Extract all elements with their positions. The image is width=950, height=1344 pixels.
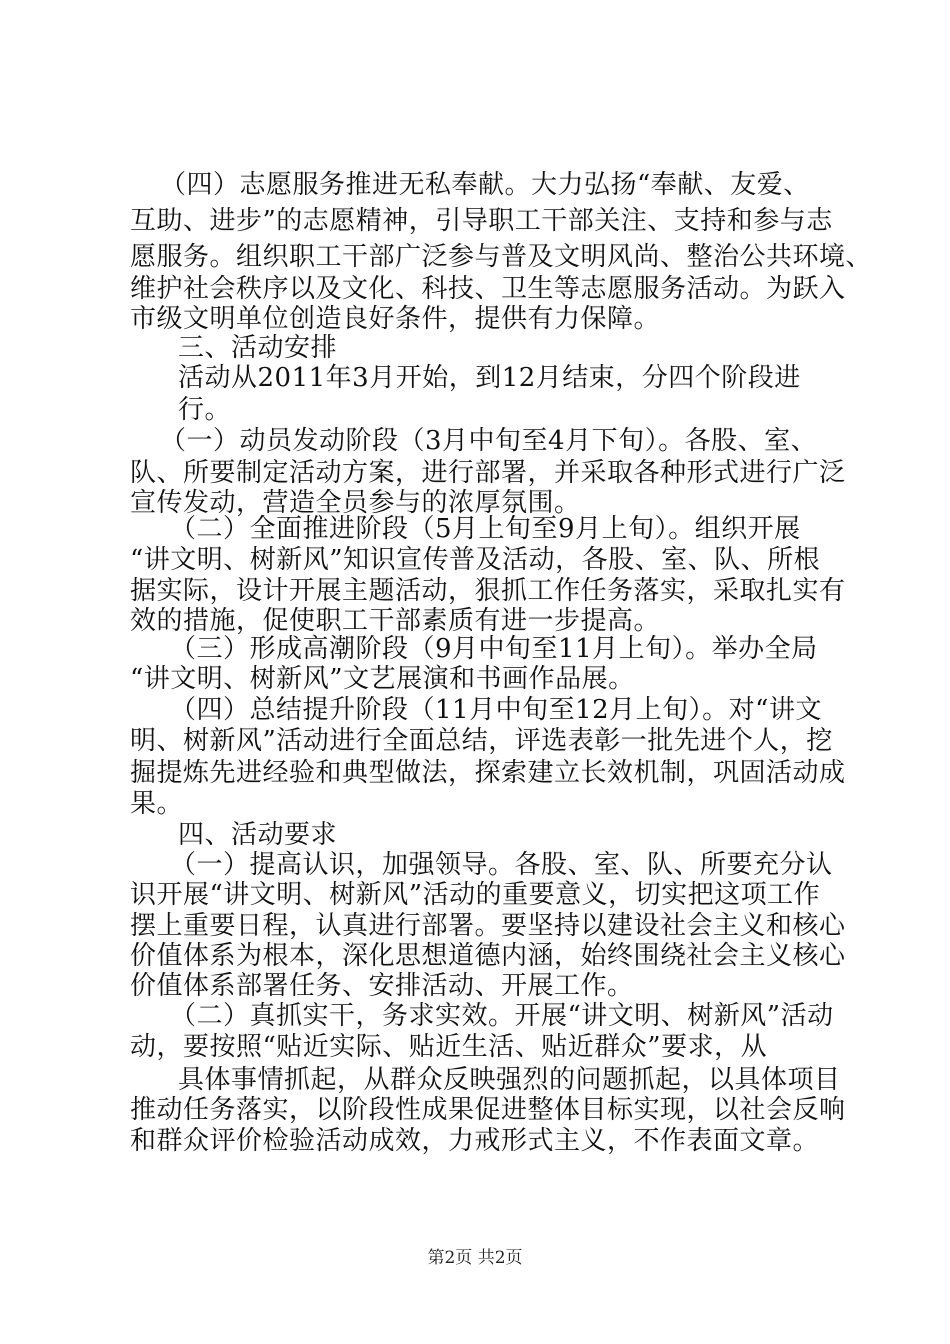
paragraph-line: 摆上重要日程，认真进行部署。要坚持以建设社会主义和核心 [130,911,846,941]
paragraph-line: 明、树新风”活动进行全面总结，评选表彰一批先进个人，挖 [130,726,833,756]
paragraph-line: 活动从2011年3月开始，到12月结束，分四个阶段进 [178,363,801,393]
paragraph-line: （四）总结提升阶段（11月中旬至12月上旬）。对“讲文 [170,695,822,725]
paragraph-line: （三）形成高潮阶段（9月中旬至11月上旬）。举办全局 [170,634,818,664]
paragraph-line: 宣传发动，营造全员参与的浓厚氛围。 [130,488,581,518]
paragraph-line: 愿服务。组织职工干部广泛参与普及文明风尚、整治公共环境、 [130,242,873,272]
paragraph-line: （二）真抓实干，务求实效。开展“讲文明、树新风”活动 [170,1001,834,1031]
paragraph-line: 动，要按照“贴近实际、贴近生活、贴近群众”要求，从 [130,1032,768,1062]
paragraph-line: 队、所要制定活动方案，进行部署，并采取各种形式进行广泛 [130,458,846,488]
paragraph-line: （二）全面推进阶段（5月上旬至9月上旬）。组织开展 [170,514,801,544]
paragraph-line: 效的措施，促使职工干部素质有进一步提高。 [130,606,661,636]
paragraph-line: “讲文明、树新风”知识宣传普及活动，各股、室、队、所根 [130,545,821,575]
paragraph-line: 识开展“讲文明、树新风”活动的重要意义，切实把这项工作 [130,880,821,910]
paragraph-line: 价值体系为根本，深化思想道德内涵，始终围绕社会主义核心 [130,941,846,971]
paragraph-line: 推动任务落实，以阶段性成果促进整体目标实现，以社会反响 [130,1095,846,1125]
paragraph-line: “讲文明、树新风”文艺展演和书画作品展。 [130,664,635,694]
paragraph-line: 和群众评价检验活动成效，力戒形式主义，不作表面文章。 [130,1126,820,1156]
paragraph-line: 具体事情抓起，从群众反映强烈的问题抓起，以具体项目 [178,1065,841,1095]
paragraph-line: 维护社会秩序以及文化、科技、卫生等志愿服务活动。为跃入 [130,274,846,304]
page-footer: 第2页 共2页 [427,1248,523,1268]
paragraph-line: 掘提炼先进经验和典型做法，探索建立长效机制，巩固活动成 [130,758,846,788]
paragraph-line: 据实际，设计开展主题活动，狠抓工作任务落实，采取扎实有 [130,576,846,606]
paragraph-line: 价值体系部署任务、安排活动、开展工作。 [130,971,634,1001]
paragraph-line: （一）动员发动阶段（3月中旬至4月下旬）。各股、室、 [160,426,818,456]
section-heading: 三、活动安排 [178,333,338,363]
paragraph-line: 行。 [178,395,232,425]
paragraph-line: 果。 [130,789,184,819]
paragraph-line: 互助、进步”的志愿精神，引导职工干部关注、支持和参与志 [130,206,833,236]
paragraph-line: 市级文明单位创造良好条件，提供有力保障。 [130,304,661,334]
paragraph-line: （一）提高认识，加强领导。各股、室、队、所要充分认 [170,850,833,880]
paragraph-line: （四）志愿服务推进无私奉献。大力弘扬“奉献、友爱、 [160,170,810,200]
section-heading: 四、活动要求 [178,820,338,850]
